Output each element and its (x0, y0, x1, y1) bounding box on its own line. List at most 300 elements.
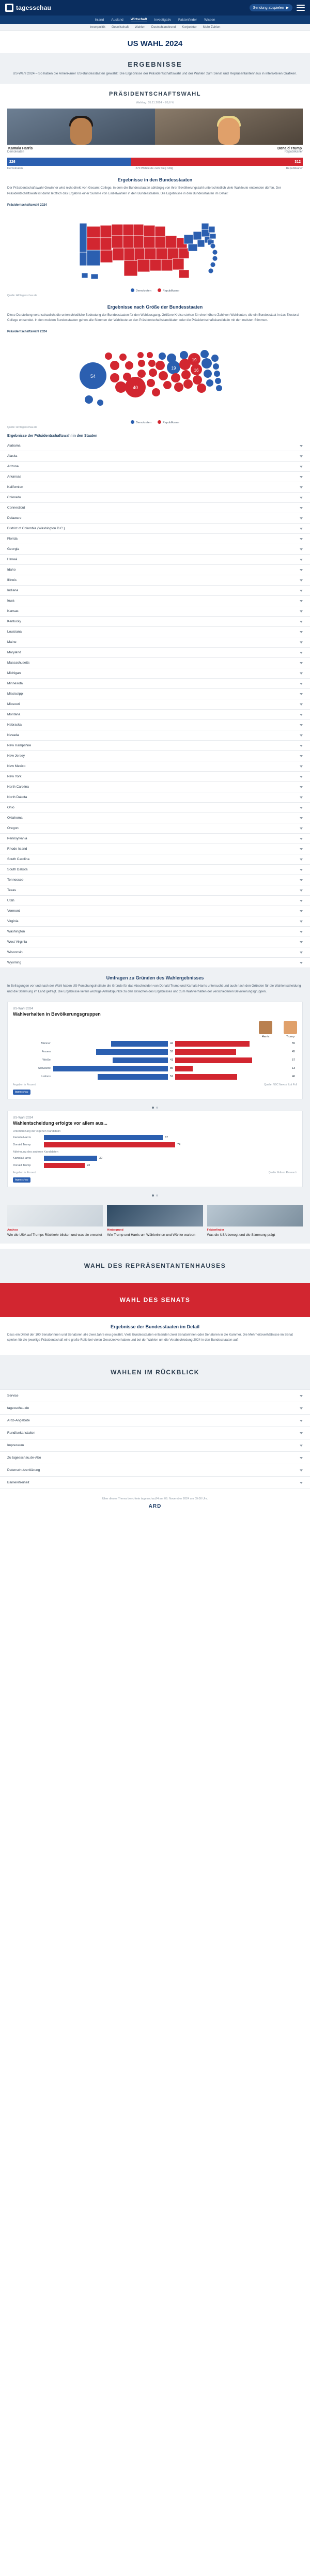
chart-row-frauen (13, 1049, 297, 1055)
chevron-down-icon (300, 817, 303, 819)
accordion-item-louisiana[interactable] (0, 627, 310, 637)
state-label: Colorado (7, 496, 21, 500)
bar-rep (44, 1163, 85, 1168)
footer-label: Barrierefreiheit (7, 1481, 29, 1485)
row-label: Männer (41, 1042, 51, 1046)
footer-label: Rundfunkanstalten (7, 1431, 36, 1435)
footer-label: Zu tagesschau.de-Abo (7, 1456, 41, 1460)
states-intro-text: Der Präsidentschaftswahl-Gewinner wird nicht direkt von Gesamt-College, in dem die Bundesstaaten abhängig von ihrer Bevölkerungszahl unterschiedlich viele Wahlleute entsenden dürfen. Der Präsidentschaftswahl ist damit letztlich das Ergebnis einer Summe von Einzelwahlen in den Bundesstaaten. Die Ergebnisse in den Bundesstaaten im Detail: (7, 186, 281, 195)
results-band-title: ERGEBNISSE (128, 60, 182, 68)
card1-tag: tagesschau (13, 1090, 30, 1095)
footer-item-barrierefreiheit[interactable] (0, 1477, 310, 1489)
chevron-down-icon (300, 507, 303, 509)
accordion-item-alaska[interactable] (0, 451, 310, 462)
state-label: Minnesota (7, 682, 23, 686)
electoral-vote-bar (7, 158, 303, 166)
chevron-down-icon (300, 714, 303, 716)
trump-label: Trump (286, 1035, 295, 1038)
carousel-dots[interactable] (0, 1105, 310, 1111)
footer-item-service[interactable] (0, 1390, 310, 1402)
accordion-item-maryland[interactable] (0, 648, 310, 658)
card-title: Wahlentscheidung erfolgte vor allem aus... (13, 1120, 107, 1126)
chevron-down-icon (300, 569, 303, 571)
accordion-item-hawaii[interactable] (0, 555, 310, 565)
row-label: Kamala Harris (13, 1156, 31, 1160)
row-value: 74 (177, 1143, 181, 1146)
main-nav (0, 16, 310, 24)
carousel-dot-1[interactable] (152, 1194, 154, 1197)
accordion-item-pennsylvania[interactable] (0, 834, 310, 844)
chevron-down-icon (300, 538, 303, 540)
candidate-party: Demokraten (7, 150, 24, 154)
candidate-name: Donald Trump (277, 147, 302, 151)
nav-item-wissen[interactable]: Wissen (204, 18, 215, 22)
accordion-item-south-dakota[interactable] (0, 865, 310, 875)
legend-dem: Demokraten (131, 288, 151, 293)
value-rep: 13 (291, 1067, 296, 1070)
accordion-item-illinois[interactable] (0, 575, 310, 586)
carousel-dot-2[interactable] (156, 1194, 158, 1197)
accordion-item-texas[interactable] (0, 885, 310, 896)
state-label: North Dakota (7, 795, 27, 800)
teaser-card-3[interactable] (207, 1205, 303, 1237)
value-dem: 52 (169, 1075, 174, 1079)
accordion-item-oklahoma[interactable] (0, 813, 310, 823)
svg-text:40: 40 (132, 385, 138, 391)
bar-rep (44, 1142, 175, 1147)
subnav-item-mehr-zahlen[interactable]: Mehr Zahlen (203, 25, 221, 29)
footer-item-datenschutz[interactable] (0, 1464, 310, 1477)
chevron-down-icon (300, 693, 303, 695)
review-band (0, 1355, 310, 1389)
chevron-down-icon (300, 579, 303, 581)
chevron-down-icon (300, 755, 303, 757)
legend-rep: Republikaner (158, 288, 179, 293)
accordion-item-maine[interactable] (0, 637, 310, 648)
candidate-harris[interactable] (7, 109, 155, 154)
accordion-item-vermont[interactable] (0, 906, 310, 916)
bar-rep (175, 1041, 250, 1047)
bar-dem (44, 1135, 163, 1140)
state-label: Georgia (7, 547, 20, 551)
chevron-down-icon (300, 455, 303, 457)
teaser-thumbnail (107, 1205, 203, 1226)
ard-logo: ARD (148, 1504, 162, 1510)
teaser-title: Was die USA bewegt und die Stimmung prägt (207, 1233, 275, 1237)
state-label: Wyoming (7, 961, 22, 965)
state-label: Arizona (7, 465, 19, 469)
size-intro-text: Diese Darstellung veranschaulicht die unterschiedliche Bedeutung der Bundesstaaten für den Wahlausgang. Größere Kreise stehen für eine höhere Zahl von Wahlleuten, die ein Bundesstaat in das Electoral College entsendet. In den meisten Bundesstaaten gehen alle Stimmen der Wahlleute an den Präsidentschaftskandidaten oder die Präsidentschaftskandidatin mit den meisten Stimmen. (7, 313, 299, 323)
chevron-down-icon (300, 858, 303, 861)
chevron-down-icon (300, 466, 303, 468)
senate-detail-block (0, 1317, 310, 1350)
chevron-down-icon (300, 703, 303, 706)
chevron-down-icon (300, 838, 303, 840)
state-label: Massachusetts (7, 661, 30, 665)
chart-card-voting-groups (7, 1002, 303, 1099)
states-intro-block (0, 170, 310, 203)
state-label: Ohio (7, 806, 14, 810)
chevron-down-icon (300, 631, 303, 633)
us-results-map[interactable] (7, 209, 303, 286)
card1-legend-left: Angaben in Prozent (13, 1083, 36, 1086)
bar-dem (53, 1066, 168, 1071)
card2-row-trump-reject (13, 1163, 297, 1168)
accordion-item-missouri[interactable] (0, 699, 310, 710)
chevron-down-icon (300, 786, 303, 788)
accordion-item-kalifornien[interactable] (0, 482, 310, 493)
state-label: Oklahoma (7, 816, 23, 820)
state-label: Hawaii (7, 558, 18, 562)
chevron-down-icon (300, 827, 303, 830)
state-label: Washington (7, 930, 25, 934)
chevron-down-icon (300, 745, 303, 747)
chevron-down-icon (300, 776, 303, 778)
footer-item-tagesschau[interactable] (0, 1402, 310, 1415)
accordion-item-nebraska[interactable] (0, 720, 310, 730)
card2-group2-head: Ablehnung des anderen Kandidaten (13, 1150, 58, 1154)
state-label: Nevada (7, 733, 19, 738)
page-title: US WAHL 2024 (127, 39, 183, 48)
row-label: Schwarze (38, 1067, 51, 1070)
chevron-down-icon (300, 1432, 303, 1434)
us-bubble-map[interactable] (7, 335, 303, 418)
bar-dem (44, 1156, 97, 1161)
footer-label: Impressum (7, 1444, 24, 1448)
bar-dem (98, 1074, 168, 1080)
teaser-thumbnail (7, 1205, 103, 1226)
accordion-item-kentucky[interactable] (0, 617, 310, 627)
teaser-card-1[interactable] (7, 1205, 103, 1237)
chevron-down-icon (300, 734, 303, 737)
teaser-category: Hintergrund (107, 1228, 123, 1232)
card2-legend-right: Quelle: Edison Research (268, 1171, 297, 1174)
accordion-item-nevada[interactable] (0, 730, 310, 741)
chevron-down-icon (300, 869, 303, 871)
state-label: Kentucky (7, 620, 21, 624)
accordion-item-indiana[interactable] (0, 586, 310, 596)
accordion-item-west-virginia[interactable] (0, 937, 310, 947)
states-accordion (0, 441, 310, 968)
state-label: Florida (7, 537, 18, 541)
state-label: Louisiana (7, 630, 22, 634)
candidate-photo-trump (155, 109, 303, 145)
house-band-title: WAHL DES REPRÄSENTANTENHAUSES (84, 1262, 226, 1269)
subnav-item-innenpolitik[interactable]: Innenpolitik (89, 25, 105, 29)
chart-row-weisse (13, 1057, 297, 1064)
nav-item-wirtschaft[interactable]: Wirtschaft (130, 17, 147, 21)
state-label: Kalifornien (7, 485, 23, 489)
footer-links (0, 1389, 310, 1489)
subnav-item-gesellschaft[interactable]: Gesellschaft (111, 25, 129, 29)
chevron-down-icon (300, 1395, 303, 1397)
state-label: Iowa (7, 599, 14, 603)
states-accordion-heading: Ergebnisse der Präsidentschaftswahl in den Staaten (7, 434, 98, 438)
chart-head-trump (284, 1021, 297, 1038)
bar-rep (175, 1066, 193, 1071)
tagesschau-logo-icon (5, 4, 13, 12)
brand[interactable] (5, 4, 51, 12)
footer-label: ARD-Angebote (7, 1419, 30, 1423)
accordion-item-south-carolina[interactable] (0, 854, 310, 865)
state-label: Connecticut (7, 506, 25, 510)
electors-dem: 226 (7, 158, 131, 166)
subnav-item-konjunktur[interactable]: Konjunktur (182, 25, 197, 29)
results-band-text: US-Wahl 2024 – So haben die Amerikaner US-Bundesstaaten gewählt: Die Ergebnisse der Präsidentschaftswahl und der Wahlen zum Senat und Repräsentantenhaus in interaktiven Grafiken. (12, 72, 298, 75)
teaser-card-2[interactable] (107, 1205, 203, 1237)
state-label: District of Columbia (Washington D.C.) (7, 527, 65, 531)
accordion-item-wyoming[interactable] (0, 958, 310, 968)
carousel-dots-2[interactable] (0, 1192, 310, 1199)
accordion-item-tennessee[interactable] (0, 875, 310, 885)
state-label: Alaska (7, 454, 18, 458)
row-value: 67 (165, 1136, 168, 1139)
state-label: Montana (7, 713, 21, 717)
state-label: New York (7, 775, 22, 779)
state-label: Mississippi (7, 692, 24, 696)
card2-row-harris-reject (13, 1156, 297, 1161)
value-dem: 41 (169, 1059, 174, 1062)
states-intro-title: Ergebnisse in den Bundesstaaten (117, 177, 193, 183)
accordion-item-new-hampshire[interactable] (0, 741, 310, 751)
chevron-down-icon (300, 765, 303, 768)
value-rep: 45 (291, 1050, 296, 1054)
nav-item-inland[interactable]: Inland (95, 18, 104, 22)
chevron-down-icon (300, 910, 303, 912)
row-label: Frauen (41, 1050, 51, 1054)
accordion-item-idaho[interactable] (0, 565, 310, 575)
play-icon: ▶ (286, 6, 289, 10)
card-kicker: US-Wahl 2024 (13, 1007, 33, 1010)
row-value: 23 (87, 1163, 90, 1167)
chevron-down-icon (300, 724, 303, 726)
state-label: Alabama (7, 444, 21, 448)
chart-row-schwarze (13, 1065, 297, 1072)
row-label: Donald Trump (13, 1143, 31, 1146)
accordion-item-utah[interactable] (0, 896, 310, 906)
candidate-photo-harris (7, 109, 155, 145)
state-label: Kansas (7, 609, 19, 614)
chart-row-latinos (13, 1074, 297, 1080)
hamburger-icon[interactable] (297, 5, 305, 11)
chevron-down-icon (300, 1482, 303, 1484)
state-label: New Hampshire (7, 744, 32, 748)
accordion-item-new-york[interactable] (0, 772, 310, 782)
footer-item-impressum[interactable] (0, 1439, 310, 1452)
candidate-party: Republikaner (284, 150, 303, 154)
map-chart-label: Präsidentschaftswahl 2024 (7, 203, 47, 207)
senate-detail-title: Ergebnisse der Bundesstaaten im Detail (110, 1324, 200, 1329)
accordion-item-minnesota[interactable] (0, 679, 310, 689)
chevron-down-icon (300, 662, 303, 664)
accordion-item-new-jersey[interactable] (0, 751, 310, 761)
card-title: Wahlverhalten in Bevölkerungsgruppen (13, 1011, 101, 1017)
chevron-down-icon (300, 590, 303, 592)
accordion-item-alabama[interactable] (0, 441, 310, 451)
chevron-down-icon (300, 807, 303, 809)
footer-bottom (0, 1489, 310, 1523)
bar-rep (175, 1074, 237, 1080)
harris-portrait (259, 1021, 272, 1034)
house-band (0, 1249, 310, 1283)
legend-rep-bubble: Republikaner (158, 420, 179, 424)
nav-item-faktenfinder[interactable]: Faktenfinder (178, 18, 197, 22)
us-map-svg (7, 209, 303, 286)
chevron-down-icon (300, 796, 303, 799)
accordion-item-oregon[interactable] (0, 823, 310, 834)
footer-label: Datenschutzerklärung (7, 1468, 40, 1473)
bar-dem (113, 1057, 168, 1063)
accordion-item-delaware[interactable] (0, 513, 310, 524)
svg-text:19: 19 (171, 366, 176, 371)
row-label: Donald Trump (13, 1163, 31, 1167)
chevron-down-icon (300, 1469, 303, 1471)
chart-row-maenner (13, 1040, 297, 1047)
accordion-item-michigan[interactable] (0, 668, 310, 679)
candidate-trump[interactable] (155, 109, 303, 154)
chevron-down-icon (300, 879, 303, 881)
accordion-item-kansas[interactable] (0, 606, 310, 617)
state-label: Texas (7, 888, 16, 893)
vote-meta-right: Republikaner (286, 167, 303, 171)
carousel-dot-1[interactable] (152, 1107, 154, 1109)
footer-item-ard-angebote[interactable] (0, 1415, 310, 1427)
chevron-down-icon (300, 952, 303, 954)
chevron-down-icon (300, 848, 303, 850)
state-label: Vermont (7, 909, 20, 913)
subnav-item-deutschlandtrend[interactable]: Deutschlandtrend (151, 25, 176, 29)
accordion-item-washington[interactable] (0, 927, 310, 937)
accordion-item-connecticut[interactable] (0, 503, 310, 513)
value-rep: 46 (291, 1075, 296, 1079)
chevron-down-icon (300, 921, 303, 923)
trump-portrait (284, 1021, 297, 1034)
chevron-down-icon (300, 600, 303, 602)
chart-head-harris (259, 1021, 272, 1038)
nav-item-ausland[interactable]: Ausland (111, 18, 123, 22)
senate-band-title: WAHL DES SENATS (119, 1296, 191, 1304)
chevron-down-icon (300, 962, 303, 964)
chevron-down-icon (300, 559, 303, 561)
nav-item-investigativ[interactable]: Investigativ (154, 18, 172, 22)
bar-dem (96, 1049, 168, 1055)
chevron-down-icon (300, 486, 303, 488)
footer-label: tagesschau.de (7, 1406, 29, 1410)
accordion-item-florida[interactable] (0, 534, 310, 544)
state-label: West Virginia (7, 940, 27, 944)
row-label: Kamala Harris (13, 1136, 31, 1139)
accordion-item-massachusetts[interactable] (0, 658, 310, 668)
footer-item-rundfunkanstalten[interactable] (0, 1427, 310, 1439)
chevron-down-icon (300, 900, 303, 902)
card2-row-trump-support (13, 1142, 297, 1147)
state-label: Arkansas (7, 475, 22, 479)
row-label: Weiße (42, 1059, 51, 1062)
accordion-item-arizona[interactable] (0, 462, 310, 472)
state-label: Tennessee (7, 878, 24, 882)
state-label: New Jersey (7, 754, 25, 758)
face-shape (70, 118, 92, 145)
vote-meta-left: Demokraten (7, 167, 23, 171)
state-label: Missouri (7, 702, 20, 707)
accordion-item-new-mexico[interactable] (0, 761, 310, 772)
accordion-item-georgia[interactable] (0, 544, 310, 555)
accordion-item-montana[interactable] (0, 710, 310, 720)
carousel-dot-2[interactable] (156, 1107, 158, 1109)
state-label: Indiana (7, 589, 19, 593)
chevron-down-icon (300, 1407, 303, 1409)
bubble-legend (0, 418, 310, 424)
footer-label: Service (7, 1394, 19, 1398)
state-label: Nebraska (7, 723, 22, 727)
chevron-down-icon (300, 517, 303, 519)
accordion-item-rhode-island[interactable] (0, 844, 310, 854)
accordion-item-north-carolina[interactable] (0, 782, 310, 792)
accordion-item-wisconsin[interactable] (0, 947, 310, 958)
candidate-name: Kamala Harris (8, 147, 33, 151)
accordion-item-arkansas[interactable] (0, 472, 310, 482)
accordion-item-virginia[interactable] (0, 916, 310, 927)
accordion-item-dc[interactable] (0, 524, 310, 534)
bar-rep (175, 1057, 252, 1063)
row-value: 30 (99, 1156, 103, 1160)
chevron-down-icon (300, 497, 303, 499)
state-label: Pennsylvania (7, 837, 27, 841)
state-label: Oregon (7, 826, 19, 831)
accordion-item-north-dakota[interactable] (0, 792, 310, 803)
card-kicker: US-Wahl 2024 (13, 1116, 33, 1120)
review-band-title: WAHLEN IM RÜCKBLICK (111, 1369, 199, 1376)
accordion-item-ohio[interactable] (0, 803, 310, 813)
candidate-row (0, 109, 310, 154)
accordion-item-iowa[interactable] (0, 596, 310, 606)
survey-title: Umfragen zu Gründen des Wahlergebnisses (106, 975, 204, 981)
chevron-down-icon (300, 931, 303, 933)
top-bar (0, 0, 310, 16)
chevron-down-icon (300, 621, 303, 623)
chevron-down-icon (300, 1420, 303, 1422)
footer-item-abo[interactable] (0, 1452, 310, 1464)
row-label: Latinos (41, 1075, 51, 1079)
play-broadcast-button[interactable] (250, 4, 292, 11)
bubble-map-svg (7, 335, 303, 418)
sub-nav (0, 24, 310, 31)
state-label: Virginia (7, 919, 19, 924)
value-rep: 57 (291, 1059, 296, 1062)
card2-group1-head: Unterstützung der eigenen Kandidatin (13, 1129, 61, 1133)
accordion-item-mississippi[interactable] (0, 689, 310, 699)
state-label: Rhode Island (7, 847, 27, 851)
state-label: Michigan (7, 671, 21, 676)
subnav-item-wahlen[interactable]: Wahlen (134, 25, 146, 29)
chevron-down-icon (300, 1445, 303, 1447)
size-intro-title: Ergebnisse nach Größe der Bundesstaaten (107, 304, 203, 310)
value-rep: 55 (291, 1042, 296, 1046)
state-label: South Carolina (7, 857, 29, 862)
state-label: Maine (7, 640, 17, 645)
state-label: Illinois (7, 578, 17, 582)
card2-legend-left: Angaben in Prozent (13, 1171, 36, 1174)
state-label: Maryland (7, 651, 21, 655)
size-intro-block (0, 297, 310, 330)
accordion-item-colorado[interactable] (0, 493, 310, 503)
bubble-source: Quelle: AP/tagesschau.de (7, 426, 37, 430)
vote-meta-note: 270 Wahlleute zum Sieg nötig (135, 167, 174, 171)
senate-detail-text: Dass ein Drittel der 100 Senatorinnen und Senatoren alle zwei Jahre neu gewählt. Viele Bundesstaaten entsenden zwei Senatorinnen oder Senatoren in die Kammer. Die Mehrheitsverhältnisse im Senat spielen für die jeweilige Präsidentschaft eine große Rolle bei vielen Gesetzesvorhaben und bei der Wahlen um die Verabschiedung 2024 in den Bundesstaaten auf. (7, 1332, 293, 1342)
chevron-down-icon (300, 476, 303, 478)
svg-text:19: 19 (192, 358, 197, 363)
chevron-down-icon (300, 548, 303, 550)
